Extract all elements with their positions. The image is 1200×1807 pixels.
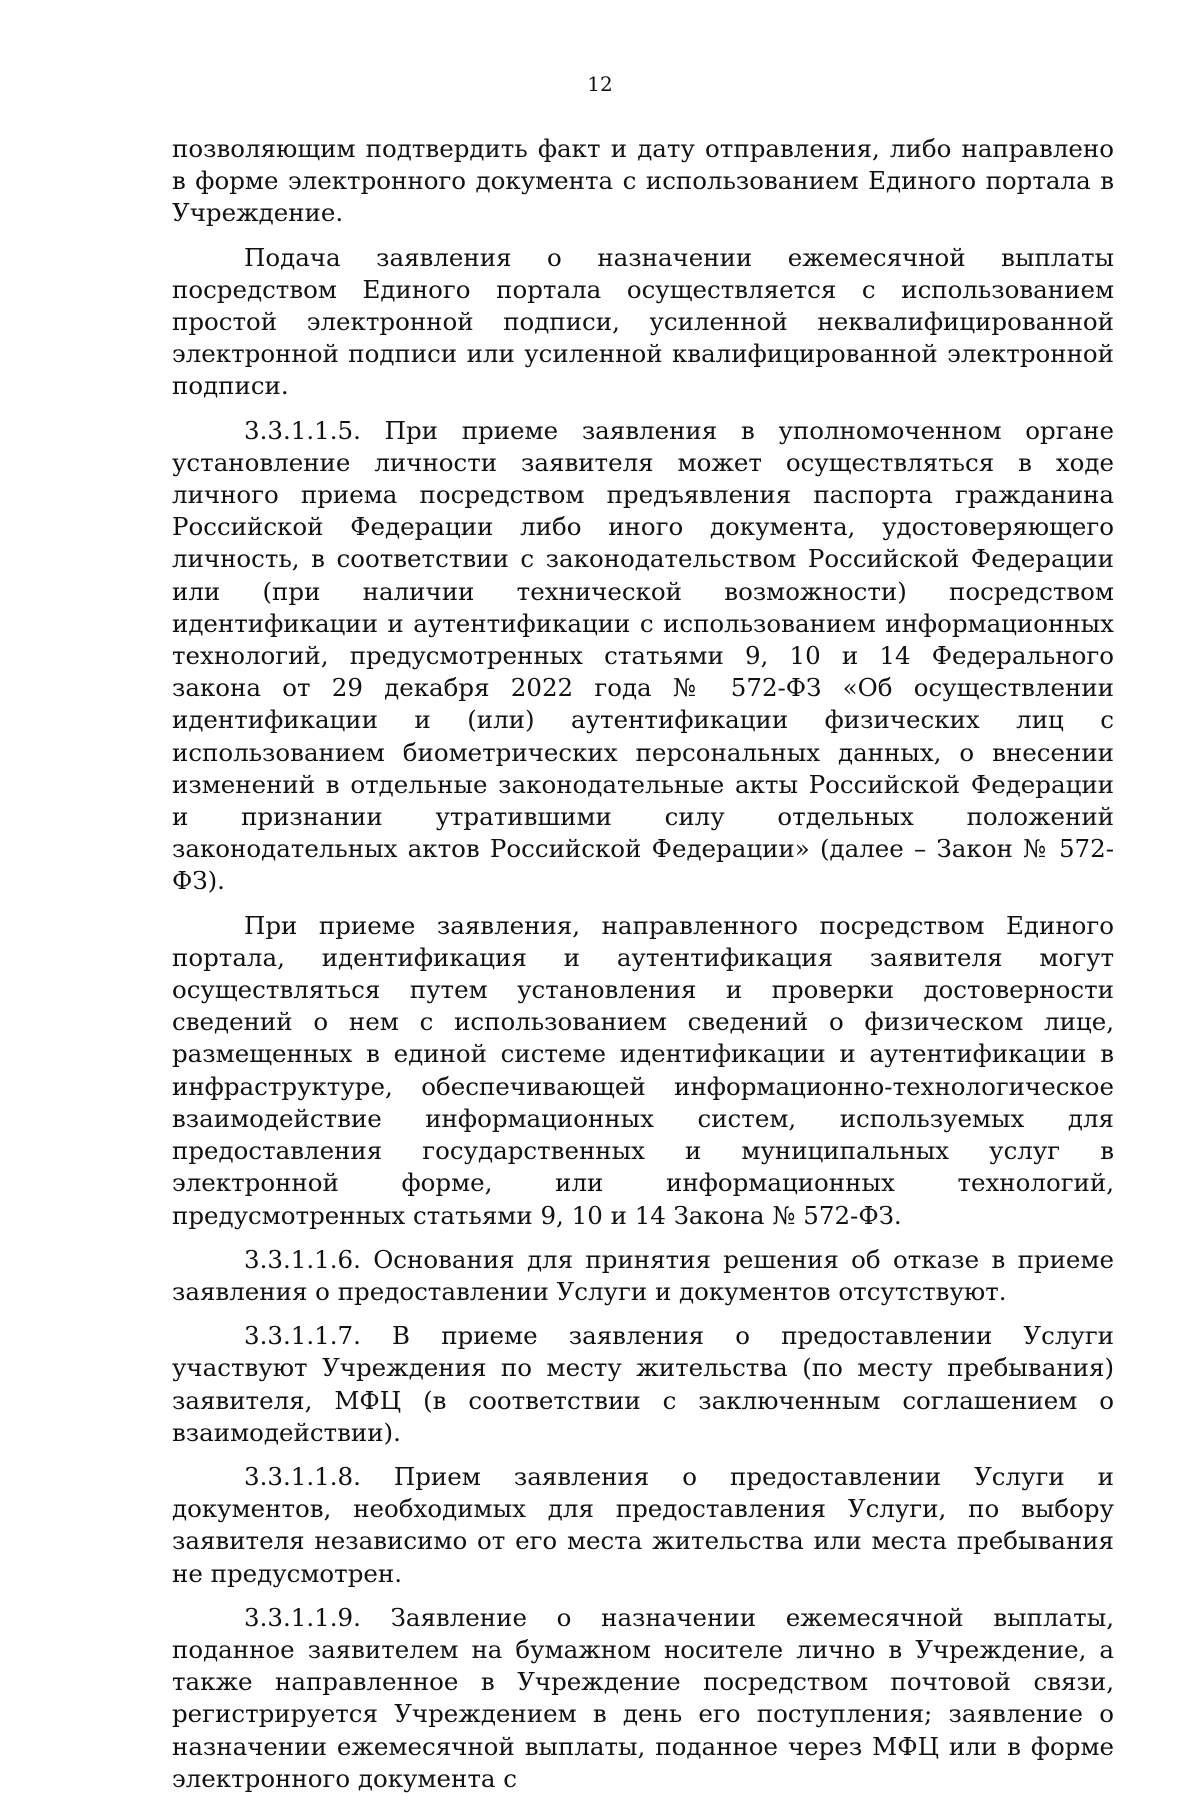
paragraph-3-3-1-1-5: 3.3.1.1.5. При приеме заявления в уполномоченном органе установление личности заявителя может осуществляться в ходе личного приема посредством предъявления паспорта гражданина Российской Федерации либо иного документа, удостоверяющего личность, в соответствии с законодательством Российской Федерации или (при наличии технической возможности) посредством идентификации и аутентификации с использованием информационных технологий, предусмотренных статьями 9, 10 и 14 Федерального закона от 29 декабря 2022 года № 572-ФЗ «Об осуществлении идентификации и (или) аутентификации физических лиц с использованием биометрических персональных данных, о внесении изменений в отдельные законодательные акты Российской Федерации и признании утратившими силу отдельных положений законодательных актов Российской Федерации» (далее – Закон № 572-ФЗ). bbox=[172, 415, 1114, 896]
paragraph-portal-identification: При приеме заявления, направленного посредством Единого портала, идентификация и аутентификация заявителя могут осуществляться путем установления и проверки достоверности сведений о нем с использованием сведений о физическом лице, размещенных в единой системе идентификации и аутентификации в инфраструктуре, обеспечивающей информационно-технологическое взаимодействие информационных систем, используемых для предоставления государственных и муниципальных услуг в электронной форме, или информационных технологий, предусмотренных статьями 9, 10 и 14 Закона № 572-ФЗ. bbox=[172, 910, 1114, 1230]
page-number: 12 bbox=[587, 72, 613, 96]
paragraph-3-3-1-1-7: 3.3.1.1.7. В приеме заявления о предоставлении Услуги участвуют Учреждения по месту жительства (по месту пребывания) заявителя, МФЦ (в соответствии с заключенным соглашением о взаимодействии). bbox=[172, 1321, 1114, 1447]
paragraph-signature-types: Подача заявления о назначении ежемесячной выплаты посредством Единого портала осуществляется с использованием простой электронной подписи, усиленной неквалифицированной электронной подписи или усиленной квалифицированной электронной подписи. bbox=[172, 242, 1114, 401]
paragraph-3-3-1-1-9: 3.3.1.1.9. Заявление о назначении ежемесячной выплаты, поданное заявителем на бумажном носителе лично в Учреждение, а также направленное в Учреждение посредством почтовой связи, регистрируется Учреждением в день его поступления; заявление о назначении ежемесячной выплаты, поданное через МФЦ или в форме электронного документа с bbox=[172, 1602, 1114, 1793]
paragraph-continuation: позволяющим подтвердить факт и дату отправления, либо направлено в форме электронного документа с использованием Единого портала в Учреждение. bbox=[172, 134, 1114, 228]
paragraph-3-3-1-1-6: 3.3.1.1.6. Основания для принятия решения об отказе в приеме заявления о предоставлении Услуги и документов отсутствуют. bbox=[172, 1244, 1114, 1306]
document-body bbox=[172, 133, 1114, 1807]
paragraph-3-3-1-1-8: 3.3.1.1.8. Прием заявления о предоставлении Услуги и документов, необходимых для предоставления Услуги, по выбору заявителя независимо от его места жительства или места пребывания не предусмотрен. bbox=[172, 1461, 1114, 1588]
